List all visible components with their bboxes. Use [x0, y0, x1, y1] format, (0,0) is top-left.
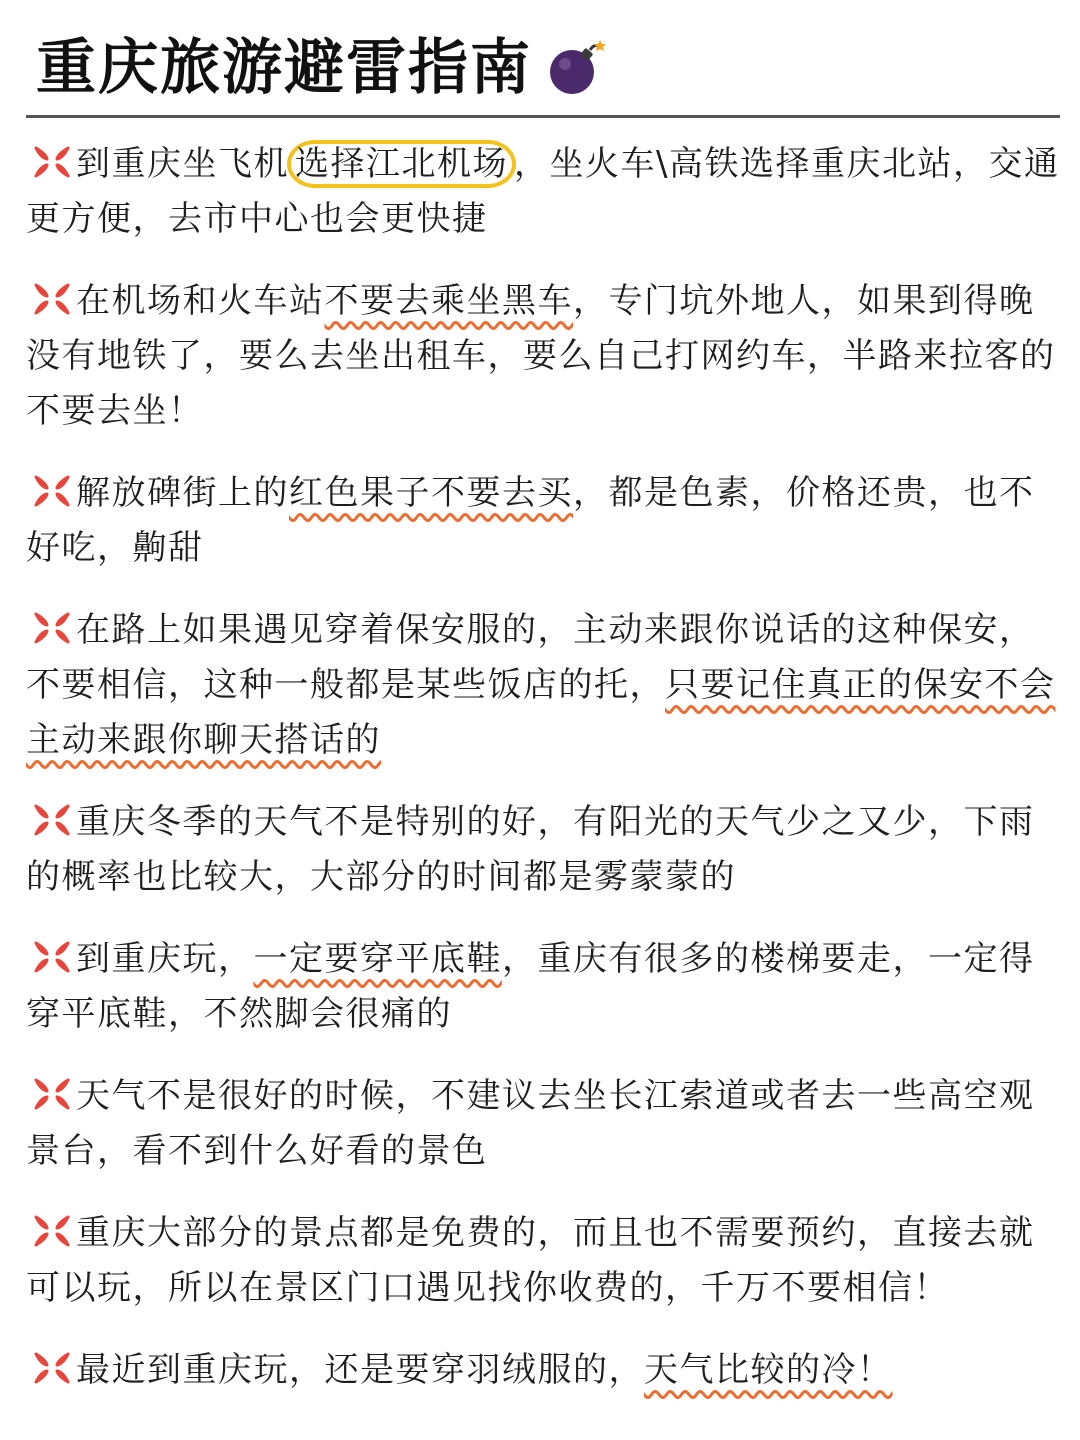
anger-symbol-icon — [32, 802, 72, 838]
tip-text: ，专门坑外地人，如果到得晚没有地铁了，要么去坐出租车，要么自己打网约车，半路来拉客的不要去坐！ — [26, 281, 1056, 431]
title-divider — [26, 115, 1060, 118]
tip-item — [26, 1069, 1066, 1179]
tip-highlight: 一定要穿平底鞋 — [253, 939, 502, 979]
tip-item — [26, 603, 1066, 768]
anger-symbol-icon — [32, 144, 72, 180]
tip-text: 重庆大部分的景点都是免费的，而且也不需要预约，直接去就可以玩，所以在景区门口遇见找你收费的，千万不要相信！ — [26, 1213, 1035, 1308]
tip-highlight: 不要去乘坐黑车 — [324, 281, 573, 321]
tip-item — [26, 466, 1066, 576]
header — [36, 28, 606, 108]
tip-highlight: 红色果子不要去买 — [289, 473, 573, 513]
anger-symbol-icon — [32, 610, 72, 646]
tip-item — [26, 274, 1066, 439]
tip-item — [26, 795, 1066, 905]
tip-highlight: 只要记住真正的保安不会主动来跟你聊天搭话的 — [26, 665, 1056, 760]
tip-text: 在路上如果遇见穿着保安服的，主动来跟你说话的这种保安，不要相信，这种一般都是某些饭店的托， — [26, 610, 1035, 705]
tip-item — [26, 1343, 1066, 1398]
tip-highlight: 选择江北机场 — [287, 140, 516, 188]
tip-text: 天气不是很好的时候，不建议去坐长江索道或者去一些高空观景台，看不到什么好看的景色 — [26, 1076, 1035, 1171]
anger-symbol-icon — [32, 281, 72, 317]
tip-text: ，坐火车\高铁选择重庆北站，交通更方便，去市中心也会更快捷 — [26, 144, 1060, 239]
tip-text: 最近到重庆玩，还是要穿羽绒服的， — [76, 1350, 644, 1390]
tip-text: 在机场和火车站 — [76, 281, 325, 321]
tip-item — [26, 1206, 1066, 1316]
anger-symbol-icon — [32, 939, 72, 975]
tip-text: 到重庆玩， — [76, 939, 254, 979]
tip-text: ，重庆有很多的楼梯要走，一定得穿平底鞋，不然脚会很痛的 — [26, 939, 1035, 1034]
anger-symbol-icon — [32, 1213, 72, 1249]
anger-symbol-icon — [32, 1350, 72, 1386]
tip-item — [26, 137, 1066, 247]
bomb-icon — [546, 38, 606, 98]
tip-item — [26, 932, 1066, 1042]
page-title: 重庆旅游避雷指南 — [36, 33, 532, 103]
tips-list — [26, 137, 1066, 1425]
tip-text: ，都是色素，价格还贵，也不好吃，齁甜 — [26, 473, 1035, 568]
anger-symbol-icon — [32, 1076, 72, 1112]
tip-text: 到重庆坐飞机 — [76, 144, 289, 184]
tip-highlight: 天气比较的冷！ — [644, 1350, 893, 1390]
anger-symbol-icon — [32, 473, 72, 509]
tip-text: 重庆冬季的天气不是特别的好，有阳光的天气少之又少，下雨的概率也比较大，大部分的时间都是雾蒙蒙的 — [26, 802, 1035, 897]
tip-text: 解放碑街上的 — [76, 473, 289, 513]
